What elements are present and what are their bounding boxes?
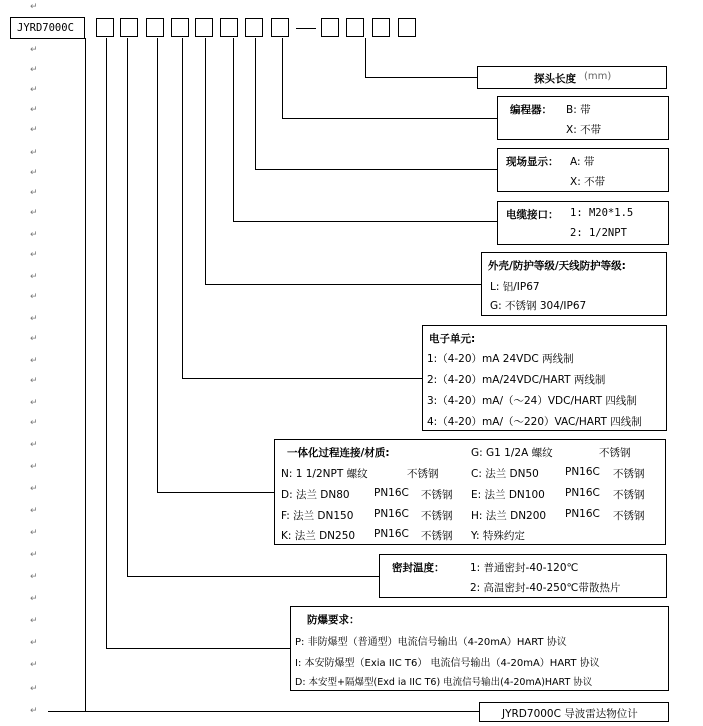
cable-title: 电缆接口： [506,209,559,221]
code-slot [195,18,213,37]
paragraph-mark: ↵ [30,528,38,538]
paragraph-mark: ↵ [30,418,38,428]
code-slot [120,18,138,37]
probe-length-title: 探头长度 [534,73,576,85]
display-option: A: 带 [570,156,595,168]
cable-interface-box [497,201,669,245]
probe-length-box [477,66,667,89]
paragraph-mark: ↵ [30,272,38,282]
code-slot [398,18,416,37]
paragraph-mark: ↵ [30,2,38,12]
housing-option: L: 铝/IP67 [490,281,540,293]
explosion-option: P: 非防爆型（普通型）电流信号输出（4-20mA）HART 协议 [295,637,567,648]
process-option: G: G1 1/2A 螺纹 [471,447,553,459]
electronics-option: 2:（4-20）mA/24VDC/HART 两线制 [427,374,606,386]
seal-title: 密封温度： [392,562,445,574]
code-slot [96,18,114,37]
process-material: 不锈钢 [421,489,453,501]
encoder-option: B: 带 [566,104,591,116]
code-slot [271,18,289,37]
paragraph-mark: ↵ [30,148,38,158]
process-material: 不锈钢 [613,510,645,522]
paragraph-mark: ↵ [30,398,38,408]
product-name: JYRD7000C 导波雷达物位计 [502,708,638,720]
process-material: 不锈钢 [421,510,453,522]
paragraph-mark: ↵ [30,230,38,240]
process-pressure: PN16C [565,466,600,478]
model-code-box: JYRD7000C [10,17,85,39]
code-slot [372,18,390,37]
process-pressure: PN16C [374,487,409,499]
code-slot [171,18,189,37]
paragraph-mark: ↵ [30,188,38,198]
explosion-option: I: 本安防爆型（Exia IIC T6） 电流信号输出（4-20mA）HART 协议 [295,658,600,669]
electronics-option: 3:（4-20）mA/（～24）VDC/HART 四线制 [427,395,637,407]
paragraph-mark: ↵ [30,572,38,582]
paragraph-mark: ↵ [30,292,38,302]
paragraph-mark: ↵ [30,314,38,324]
process-option: K: 法兰 DN250 [281,530,356,542]
product-name-box [479,702,669,722]
process-material: 不锈钢 [599,447,631,459]
process-material: 不锈钢 [407,468,439,480]
code-slot [245,18,263,37]
code-slot [321,18,339,37]
paragraph-mark: ↵ [30,506,38,516]
paragraph-mark: ↵ [30,356,38,366]
display-title: 现场显示： [506,156,559,168]
paragraph-mark: ↵ [30,125,38,135]
explosion-title: 防爆要求： [307,614,360,626]
process-option: E: 法兰 DN100 [471,489,545,501]
code-slot [220,18,238,37]
paragraph-mark: ↵ [30,105,38,115]
electronics-option: 1:（4-20）mA 24VDC 两线制 [427,353,574,365]
paragraph-mark: ↵ [30,484,38,494]
process-option: C: 法兰 DN50 [471,468,539,480]
seal-option: 2: 高温密封-40-250℃带散热片 [470,582,621,594]
encoder-box [497,96,669,140]
paragraph-mark: ↵ [30,462,38,472]
encoder-option: X: 不带 [566,124,602,136]
housing-title: 外壳/防护等级/天线防护等级: [488,260,626,272]
electronics-box [422,325,667,431]
display-option: X: 不带 [570,176,606,188]
paragraph-mark: ↵ [30,616,38,626]
code-slot [146,18,164,37]
process-material: 不锈钢 [421,530,453,542]
process-connection-box [274,439,666,545]
paragraph-mark: ↵ [30,638,38,648]
process-option: Y: 特殊约定 [471,530,525,542]
paragraph-mark: ↵ [30,440,38,450]
code-slot [346,18,364,37]
paragraph-mark: ↵ [30,168,38,178]
process-pressure: PN16C [374,508,409,520]
paragraph-mark: ↵ [30,376,38,386]
process-pressure: PN16C [565,487,600,499]
process-pressure: PN16C [565,508,600,520]
housing-box [481,252,667,316]
seal-temperature-box [379,554,667,598]
paragraph-mark: ↵ [30,594,38,604]
electronics-title: 电子单元: [429,333,476,345]
encoder-title: 编程器： [510,104,552,116]
paragraph-mark: ↵ [30,45,38,55]
housing-option: G: 不锈钢 304/IP67 [490,300,587,312]
display-box [497,148,669,192]
paragraph-mark: ↵ [30,706,38,716]
process-option: N: 1 1/2NPT 螺纹 [281,468,368,480]
paragraph-mark: ↵ [30,208,38,218]
paragraph-mark: ↵ [30,684,38,694]
process-material: 不锈钢 [613,489,645,501]
explosion-option: D: 本安型+隔爆型(Exd ia IIC T6) 电流信号输出(4-20mA)HART 协议 [295,677,593,688]
process-pressure: PN16C [374,528,409,540]
explosion-proof-box [290,606,669,691]
process-material: 不锈钢 [613,468,645,480]
electronics-option: 4:（4-20）mA/（～220）VAC/HART 四线制 [427,416,642,428]
cable-option: 1: M20*1.5 [570,207,634,219]
paragraph-mark: ↵ [30,550,38,560]
paragraph-mark: ↵ [30,85,38,95]
probe-length-unit: (mm) [584,71,612,82]
process-title: 一体化过程连接/材质: [287,447,390,459]
paragraph-mark: ↵ [30,334,38,344]
process-option: D: 法兰 DN80 [281,489,350,501]
process-option: F: 法兰 DN150 [281,510,354,522]
process-option: H: 法兰 DN200 [471,510,547,522]
cable-option: 2: 1/2NPT [570,227,627,239]
paragraph-mark: ↵ [30,65,38,75]
paragraph-mark: ↵ [30,250,38,260]
paragraph-mark: ↵ [30,660,38,670]
seal-option: 1: 普通密封-40-120℃ [470,562,579,574]
